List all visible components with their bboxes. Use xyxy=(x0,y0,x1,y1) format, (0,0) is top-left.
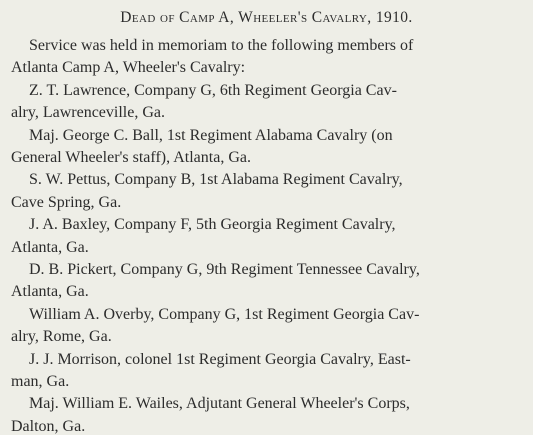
intro-line-1: Service was held in memoriam to the following members of xyxy=(29,37,414,54)
entry-wailes-line-1: Maj. William E. Wailes, Adjutant General Wheeler's Corps, xyxy=(29,395,410,413)
entry-morrison-line-1: J. J. Morrison, colonel 1st Regiment Georgia Cavalry, East- xyxy=(29,350,411,368)
entry-baxley-line-2: Atlanta, Ga. xyxy=(11,238,89,256)
entry-ball-line-2: General Wheeler's staff), Atlanta, Ga. xyxy=(11,149,251,166)
entry-lawrence-line-2: alry, Lawrenceville, Ga. xyxy=(11,104,165,122)
entry-pickert-line-1: D. B. Pickert, Company G, 9th Regiment Tennessee Cavalry, xyxy=(29,261,420,278)
entry-overby-line-1: William A. Overby, Company G, 1st Regiment Georgia Cav- xyxy=(29,305,420,323)
entry-pickert-line-2: Atlanta, Ga. xyxy=(11,283,89,301)
entry-morrison-line-2: man, Ga. xyxy=(11,373,70,390)
entry-pettus-line-2: Cave Spring, Ga. xyxy=(11,193,122,211)
entry-lawrence-line-1: Z. T. Lawrence, Company G, 6th Regiment Georgia Cav- xyxy=(29,81,397,99)
intro-line-2: Atlanta Camp A, Wheeler's Cavalry: xyxy=(11,59,246,77)
section-title: Dead of Camp A, Wheeler's Cavalry, 1910. xyxy=(120,9,413,26)
entry-baxley-line-1: J. A. Baxley, Company F, 5th Georgia Regiment Cavalry, xyxy=(29,216,396,234)
entry-overby-line-2: alry, Rome, Ga. xyxy=(11,328,112,346)
entry-wailes-line-2: Dalton, Ga. xyxy=(11,417,86,435)
entry-pettus-line-1: S. W. Pettus, Company B, 1st Alabama Regiment Cavalry, xyxy=(29,171,403,189)
entry-ball-line-1: Maj. George C. Ball, 1st Regiment Alabama Cavalry (on xyxy=(29,126,393,144)
